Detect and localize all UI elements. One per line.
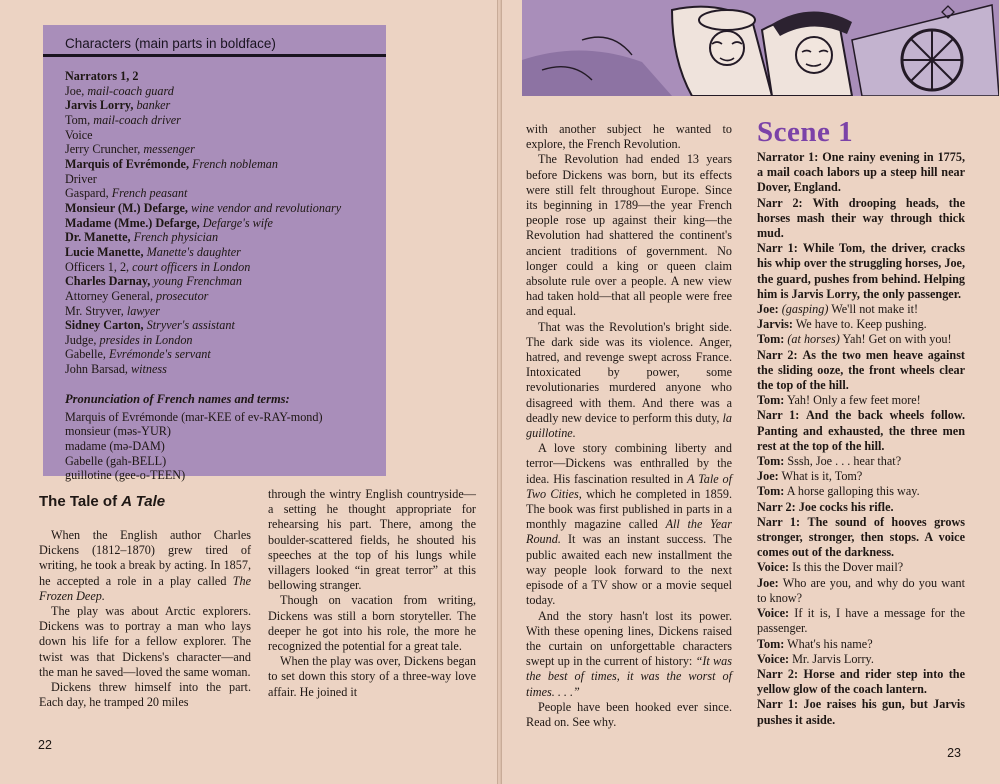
script-line [757,302,965,317]
speaker-name: Voice: [757,560,790,575]
line-text: A horse galloping this way. [786,484,920,499]
book-title: A Tale of Two Cities, [526,471,732,501]
script-line [757,500,965,515]
character-item [65,304,386,319]
character-description: Manette's daughter [146,244,241,259]
character-name: Tom, [65,112,91,127]
right-page [501,0,1000,784]
character-description: lawyer [126,303,160,318]
paragraph: through the wintry English countryside—a setting he thought appropriate for rehearsing his part. There, among the boulder-scattered fields, he shouted his speeches at the top of his lungs while villagers looked “in great terror” at this bellowing stranger. [268,487,476,593]
character-description: Evrémonde's servant [109,347,211,362]
line-text: Joe cocks his rifle. [798,499,894,514]
line-text: With drooping heads, the horses mash their way through thick mud. [757,195,966,241]
paragraph [39,528,251,604]
left-page [0,0,498,784]
paragraph-text: And the story hasn't lost its power. With these opening lines, Dickens raised the curtain on unforgettable characters swept up in the current of history: [526,608,732,669]
speaker-name: Narr 2: [757,195,803,210]
character-description: presides in London [99,332,193,347]
character-name: Narrators 1, 2 [65,69,139,83]
stage-direction: (gasping) [781,302,829,317]
scene-illustration [522,0,999,96]
paragraph: Dickens threw himself into the part. Each day, he tramped 20 miles [39,680,251,710]
character-item [65,230,386,245]
line-text: One rainy evening in 1775, a mail coach labors up a steep hill near Dover, England. [757,150,965,195]
speaker-name: Voice: [757,651,790,666]
script-line [757,196,965,242]
character-item [65,186,386,201]
script-line [757,652,965,667]
script-line [757,667,965,697]
character-name: Sidney Carton, [65,318,144,333]
speaker-name: Voice: [757,606,790,621]
characters-box [43,25,386,483]
script-line [757,606,965,636]
character-description: French peasant [111,186,188,201]
speaker-name: Narr 1: [757,514,801,529]
character-description: French nobleman [192,156,278,171]
speaker-name: Narr 1: [757,697,799,712]
character-item [65,362,386,377]
line-text: Is this the Dover mail? [792,560,904,575]
speaker-name: Narr 1: [757,241,798,256]
pronunciation-item: monsieur (mәs-YUR) [65,424,171,439]
line-text: The sound of hooves grows stronger, stronger, then stops. A voice comes out of the darkness. [757,514,965,560]
character-description: mail-coach driver [93,112,181,127]
article-title [39,493,165,510]
page-number-left: 22 [38,738,52,752]
character-name: Driver [65,171,97,186]
character-item [65,84,386,99]
paragraph [526,320,732,442]
character-name: Joe, [65,83,85,98]
character-item [65,172,386,187]
character-item [65,98,386,113]
script-line [757,317,965,332]
line-text: What's his name? [787,636,873,651]
stage-direction: (at horses) [787,332,840,347]
paragraph-text: That was the Revolution's bright side. The dark side was its violence. Anger, hatred, and revenge swept across France. Intoxicated by power, some revolutionaries murdered anyone who disagreed with them. And there was a deadly new device to perform this duty, [526,319,732,425]
line-text: Yah! Get on with you! [842,332,952,347]
paragraph: People have been hooked ever since. Read on. See why. [526,699,732,729]
character-name: Madame (Mme.) Defarge, [65,215,200,230]
character-item [65,333,386,348]
character-name: Jarvis Lorry, [65,98,134,113]
right-column-1 [526,122,732,730]
script-line [757,241,965,302]
script-line [757,348,965,394]
line-text: While Tom, the driver, cracks his whip over the struggling horses, Joe, the guard, pushes from behind. Helping him is Jarvis Lorry, the only passenger. [757,241,965,301]
magazine-title: All the Year Round. [526,517,732,547]
character-name: Gaspard, [65,186,109,201]
play-title: The Frozen Deep. [39,573,251,603]
script-line [757,576,965,606]
paragraph [526,441,732,608]
speaker-name: Jarvis: [757,317,793,332]
character-item [65,157,386,172]
speaker-name: Joe: [757,575,779,590]
script-line [757,454,965,469]
character-name: Dr. Manette, [65,230,131,245]
character-item [65,260,386,275]
character-name: Charles Darnay, [65,274,151,289]
paragraph-text: It was an instant success. The public awaited each new installment the way people look forward to the next episode of a TV show or a movie sequel today. [526,532,732,608]
italic-term: la guillotine. [526,410,732,441]
character-item [65,245,386,260]
pronunciation-list [43,410,386,483]
line-text: We have to. Keep pushing. [795,317,927,332]
speaker-name: Narrator 1: [757,150,819,164]
character-description: messenger [143,142,195,157]
script-line [757,332,965,347]
opening-quote: “It was the best of times, it was the worst of times. . . .” [526,654,732,699]
coach-illustration-icon [522,0,999,96]
line-text: Who are you, and why do you want to know? [757,575,965,605]
character-list [43,57,386,377]
character-item [65,347,386,362]
paragraph [526,609,732,700]
script-line [757,637,965,652]
character-name: Attorney General, [65,288,153,303]
character-description: banker [136,98,171,113]
paragraph: The play was about Arctic explorers. Dickens was to portray a man who lays down his life for a fellow explorer. The twist was that Dickens's character—and the man he saved—loved the same woman. [39,604,251,679]
left-column-2 [268,487,476,700]
character-description: prosecutor [156,288,209,303]
character-description: Defarge's wife [202,215,273,230]
character-item [65,201,386,216]
speaker-name: Tom: [757,332,785,347]
character-item [65,69,386,84]
pronunciation-item: madame (mә-DAM) [65,439,165,454]
line-text: As the two men heave against the sliding ooze, the front wheels clear the top of the hill. [757,347,965,393]
speaker-name: Joe: [757,469,779,484]
character-name: Marquis of Evrémonde, [65,156,190,171]
character-name: Officers 1, 2, [65,259,130,274]
character-item [65,318,386,333]
pronunciation-item: Gabelle (gah-BELL) [65,453,167,468]
speaker-name: Narr 2: [757,499,796,514]
line-text: Yah! Only a few feet more! [786,393,921,408]
script-line [757,469,965,484]
line-text: We'll not make it! [831,302,919,317]
speaker-name: Narr 2: [757,347,798,362]
character-description: Stryver's assistant [146,318,235,333]
script-line [757,697,965,727]
paragraph: The Revolution had ended 13 years before Dickens was born, but its effects were still felt throughout Europe. Since its beginning in 1789—the year French people rose up against their king—the Revolution had shattered the continent's ancient traditions of government. No longer could a king or queen claim absolute rule over a people. A new view had taken hold—that all people were free and equal. [526,152,732,319]
pronunciation-item: Marquis of Evrémonde (mar-KEE of ev-RAY-mond) [65,409,323,424]
line-text: Sssh, Joe . . . hear that? [787,454,902,469]
script-line [757,484,965,499]
speaker-name: Narr 1: [757,408,800,423]
pronunciation-item: guillotine (gee-o-TEEN) [65,468,186,483]
character-name: Jerry Cruncher, [65,142,141,157]
paragraph-text: which he completed in 1859. The book was first published in parts in a monthly magazine called [526,486,732,532]
character-name: Voice [65,127,93,142]
speaker-name: Narr 2: [757,666,799,681]
speaker-name: Tom: [757,484,785,499]
line-text: And the back wheels follow. Panting and exhausted, the three men rest at the top of the hill. [757,408,966,453]
character-name: Judge, [65,332,97,347]
script-line [757,515,965,561]
character-description: young Frenchman [153,274,242,289]
character-name: Monsieur (M.) Defarge, [65,200,188,215]
line-text: If it is, I have a message for the passenger. [757,606,965,636]
paragraph-text: A love story combining liberty and terror—Dickens was enthralled by the idea. His fascination resulted in [526,441,732,486]
character-description: mail-coach guard [87,83,174,98]
article-title-italic: A Tale [121,493,166,510]
speaker-name: Joe: [757,302,779,317]
speaker-name: Tom: [757,636,785,651]
character-description: French physician [133,230,219,245]
paragraph: Though on vacation from writing, Dickens was still a born storyteller. The deeper he got into his role, the more he recognized the potential for a great tale. [268,593,476,654]
character-item [65,289,386,304]
character-item [65,142,386,157]
paragraph-text: When the English author Charles Dickens (1812–1870) grew tired of writing, he took a break by acting. In 1857, he accepted a role in a play called [39,528,251,588]
character-item [65,274,386,289]
speaker-name: Tom: [757,454,785,469]
line-text: Horse and rider step into the yellow glow of the coach lantern. [757,666,965,697]
character-item [65,113,386,128]
script-line [757,560,965,575]
paragraph: with another subject he wanted to explore, the French Revolution. [526,122,732,152]
line-text: What is it, Tom? [781,469,863,484]
characters-box-title: Characters (main parts in boldface) [43,25,386,57]
character-description: wine vendor and revolutionary [191,200,342,215]
paragraph: When the play was over, Dickens began to set down this story of a three-way love affair. He joined it [268,654,476,699]
script-line [757,393,965,408]
script-line [757,150,965,196]
character-item [65,216,386,231]
scene-title: Scene 1 [757,116,854,148]
page-number-right: 23 [947,746,961,760]
script-line [757,408,965,454]
line-text: Mr. Jarvis Lorry. [792,651,874,666]
speaker-name: Tom: [757,393,785,408]
character-name: Gabelle, [65,347,106,362]
left-column-1 [39,528,251,710]
line-text: Joe raises his gun, but Jarvis pushes it aside. [757,697,966,727]
character-description: witness [131,362,167,377]
character-name: Mr. Stryver, [65,303,124,318]
pronunciation-heading: Pronunciation of French names and terms: [65,391,290,406]
character-item [65,128,386,143]
script-lines [757,150,965,728]
character-description: court officers in London [132,259,251,274]
article-title-prefix: The Tale of [39,493,122,510]
character-name: John Barsad, [65,362,128,377]
character-name: Lucie Manette, [65,244,144,259]
